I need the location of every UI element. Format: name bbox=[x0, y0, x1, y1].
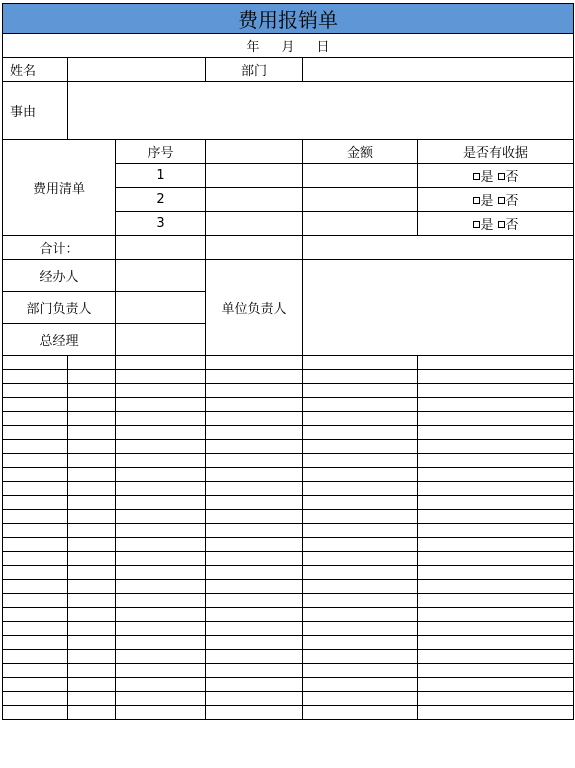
seq-header: 序号 bbox=[116, 140, 206, 164]
receipt-yes-checkbox[interactable] bbox=[473, 173, 480, 180]
blank-cell[interactable] bbox=[3, 608, 68, 622]
blank-cell[interactable] bbox=[68, 706, 116, 720]
receipt-no-checkbox[interactable] bbox=[498, 197, 505, 204]
blank-grid-row bbox=[3, 552, 574, 566]
blank-grid-row bbox=[3, 650, 574, 664]
blank-cell[interactable] bbox=[303, 440, 418, 454]
receipt-cell bbox=[418, 188, 574, 212]
blank-cell[interactable] bbox=[418, 370, 574, 384]
receipt-cell bbox=[418, 164, 574, 188]
blank-cell[interactable] bbox=[206, 552, 303, 566]
blank-cell[interactable] bbox=[206, 440, 303, 454]
total-cell[interactable] bbox=[116, 236, 206, 260]
blank-grid-row bbox=[3, 412, 574, 426]
blank-cell[interactable] bbox=[116, 692, 206, 706]
blank-cell[interactable] bbox=[303, 650, 418, 664]
blank-cell[interactable] bbox=[116, 412, 206, 426]
blank-cell[interactable] bbox=[3, 538, 68, 552]
general-manager-signature-field[interactable] bbox=[116, 324, 206, 356]
unit-head-signature-field[interactable] bbox=[303, 260, 574, 356]
blank-grid-row bbox=[3, 510, 574, 524]
blank-cell[interactable] bbox=[116, 440, 206, 454]
blank-cell[interactable] bbox=[116, 370, 206, 384]
blank-grid-row bbox=[3, 678, 574, 692]
receipt-cell bbox=[418, 212, 574, 236]
blank-cell[interactable] bbox=[3, 580, 68, 594]
blank-cell[interactable] bbox=[68, 636, 116, 650]
blank-cell[interactable] bbox=[116, 496, 206, 510]
blank-cell[interactable] bbox=[116, 384, 206, 398]
blank-cell[interactable] bbox=[303, 412, 418, 426]
blank-cell[interactable] bbox=[418, 706, 574, 720]
blank-cell[interactable] bbox=[68, 356, 116, 370]
blank-cell[interactable] bbox=[418, 622, 574, 636]
receipt-no-checkbox[interactable] bbox=[498, 173, 505, 180]
blank-cell[interactable] bbox=[418, 412, 574, 426]
blank-cell[interactable] bbox=[3, 426, 68, 440]
blank-cell[interactable] bbox=[418, 566, 574, 580]
blank-cell[interactable] bbox=[206, 594, 303, 608]
blank-cell[interactable] bbox=[116, 622, 206, 636]
blank-cell[interactable] bbox=[3, 552, 68, 566]
blank-cell[interactable] bbox=[68, 384, 116, 398]
blank-cell[interactable] bbox=[206, 678, 303, 692]
blank-cell[interactable] bbox=[206, 510, 303, 524]
blank-grid-row bbox=[3, 538, 574, 552]
seq-cell: 1 bbox=[116, 164, 206, 188]
blank-grid-row bbox=[3, 496, 574, 510]
blank-grid-row bbox=[3, 440, 574, 454]
blank-cell[interactable] bbox=[3, 356, 68, 370]
blank-cell[interactable] bbox=[303, 370, 418, 384]
reason-label: 事由 bbox=[3, 82, 68, 140]
blank-cell[interactable] bbox=[418, 636, 574, 650]
blank-grid-row bbox=[3, 454, 574, 468]
reason-field[interactable] bbox=[68, 82, 574, 140]
blank-grid-row bbox=[3, 370, 574, 384]
blank-cell[interactable] bbox=[68, 482, 116, 496]
blank-cell[interactable] bbox=[418, 538, 574, 552]
blank-cell[interactable] bbox=[3, 636, 68, 650]
receipt-yes-checkbox[interactable] bbox=[473, 221, 480, 228]
blank-cell[interactable] bbox=[116, 482, 206, 496]
blank-cell[interactable] bbox=[3, 650, 68, 664]
blank-cell[interactable] bbox=[68, 412, 116, 426]
blank-cell[interactable] bbox=[116, 594, 206, 608]
blank-cell[interactable] bbox=[116, 356, 206, 370]
blank-grid-row bbox=[3, 482, 574, 496]
blank-cell[interactable] bbox=[303, 594, 418, 608]
blank-grid-row bbox=[3, 636, 574, 650]
blank-cell[interactable] bbox=[303, 692, 418, 706]
blank-grid-row bbox=[3, 664, 574, 678]
handler-signature-field[interactable] bbox=[116, 260, 206, 292]
expense-reimbursement-form bbox=[2, 3, 573, 720]
blank-cell[interactable] bbox=[68, 580, 116, 594]
month-label: 月 bbox=[281, 40, 295, 55]
blank-grid-row bbox=[3, 692, 574, 706]
blank-cell[interactable] bbox=[206, 566, 303, 580]
blank-cell[interactable] bbox=[303, 496, 418, 510]
receipt-yes-label: 是 bbox=[480, 218, 494, 233]
total-label: 合计： bbox=[3, 236, 116, 260]
blank-cell[interactable] bbox=[418, 482, 574, 496]
blank-cell[interactable] bbox=[206, 636, 303, 650]
blank-cell[interactable] bbox=[206, 650, 303, 664]
blank-cell[interactable] bbox=[3, 664, 68, 678]
blank-cell[interactable] bbox=[68, 538, 116, 552]
blank-cell[interactable] bbox=[3, 412, 68, 426]
blank-cell[interactable] bbox=[68, 552, 116, 566]
blank-cell[interactable] bbox=[3, 692, 68, 706]
item-cell[interactable] bbox=[206, 188, 303, 212]
blank-cell[interactable] bbox=[303, 426, 418, 440]
blank-cell[interactable] bbox=[418, 468, 574, 482]
blank-cell[interactable] bbox=[116, 608, 206, 622]
blank-grid-row bbox=[3, 524, 574, 538]
blank-grid-row bbox=[3, 622, 574, 636]
blank-cell[interactable] bbox=[303, 524, 418, 538]
amount-cell[interactable] bbox=[303, 188, 418, 212]
general-manager-label: 总经理 bbox=[3, 324, 116, 356]
amount-cell[interactable] bbox=[303, 212, 418, 236]
blank-cell[interactable] bbox=[206, 692, 303, 706]
blank-cell[interactable] bbox=[418, 580, 574, 594]
receipt-yes-label: 是 bbox=[480, 170, 494, 185]
blank-cell[interactable] bbox=[418, 524, 574, 538]
blank-cell[interactable] bbox=[206, 524, 303, 538]
blank-cell[interactable] bbox=[206, 370, 303, 384]
expense-list-label: 费用清单 bbox=[3, 140, 116, 236]
name-field[interactable] bbox=[68, 58, 206, 82]
blank-cell[interactable] bbox=[3, 524, 68, 538]
blank-cell[interactable] bbox=[3, 454, 68, 468]
blank-grid-row bbox=[3, 356, 574, 370]
date-line[interactable] bbox=[3, 34, 574, 58]
blank-cell[interactable] bbox=[206, 664, 303, 678]
form-title: 费用报销单 bbox=[3, 4, 574, 34]
blank-cell[interactable] bbox=[418, 608, 574, 622]
blank-cell[interactable] bbox=[68, 370, 116, 384]
blank-cell[interactable] bbox=[116, 398, 206, 412]
blank-cell[interactable] bbox=[418, 594, 574, 608]
blank-cell[interactable] bbox=[303, 356, 418, 370]
blank-cell[interactable] bbox=[68, 454, 116, 468]
blank-cell[interactable] bbox=[206, 496, 303, 510]
blank-grid-row bbox=[3, 398, 574, 412]
blank-cell[interactable] bbox=[3, 622, 68, 636]
blank-cell[interactable] bbox=[68, 440, 116, 454]
blank-cell[interactable] bbox=[418, 552, 574, 566]
blank-cell[interactable] bbox=[116, 566, 206, 580]
blank-cell[interactable] bbox=[303, 454, 418, 468]
name-label: 姓名 bbox=[3, 58, 68, 82]
blank-cell[interactable] bbox=[116, 538, 206, 552]
seq-cell: 3 bbox=[116, 212, 206, 236]
blank-cell[interactable] bbox=[206, 580, 303, 594]
blank-cell[interactable] bbox=[3, 706, 68, 720]
blank-cell[interactable] bbox=[3, 384, 68, 398]
blank-cell[interactable] bbox=[116, 706, 206, 720]
blank-cell[interactable] bbox=[116, 678, 206, 692]
blank-cell[interactable] bbox=[68, 664, 116, 678]
dept-head-label: 部门负责人 bbox=[3, 292, 116, 324]
amount-cell[interactable] bbox=[303, 164, 418, 188]
blank-cell[interactable] bbox=[303, 398, 418, 412]
blank-cell[interactable] bbox=[3, 370, 68, 384]
blank-cell[interactable] bbox=[418, 496, 574, 510]
blank-grid-row bbox=[3, 594, 574, 608]
blank-cell[interactable] bbox=[418, 440, 574, 454]
year-label: 年 bbox=[246, 40, 260, 55]
blank-cell[interactable] bbox=[206, 384, 303, 398]
item-header bbox=[206, 140, 303, 164]
department-field[interactable] bbox=[303, 58, 574, 82]
receipt-no-label: 否 bbox=[505, 218, 519, 233]
receipt-no-label: 否 bbox=[505, 194, 519, 209]
blank-cell[interactable] bbox=[3, 482, 68, 496]
blank-cell[interactable] bbox=[303, 580, 418, 594]
blank-cell[interactable] bbox=[206, 706, 303, 720]
item-cell[interactable] bbox=[206, 164, 303, 188]
unit-head-label: 单位负责人 bbox=[206, 260, 303, 356]
blank-cell[interactable] bbox=[3, 678, 68, 692]
blank-grid-row bbox=[3, 566, 574, 580]
form-table bbox=[2, 3, 574, 720]
blank-cell[interactable] bbox=[206, 482, 303, 496]
blank-cell[interactable] bbox=[68, 692, 116, 706]
blank-cell[interactable] bbox=[116, 524, 206, 538]
blank-cell[interactable] bbox=[116, 552, 206, 566]
blank-cell[interactable] bbox=[68, 468, 116, 482]
receipt-yes-label: 是 bbox=[480, 194, 494, 209]
blank-cell[interactable] bbox=[303, 552, 418, 566]
blank-cell[interactable] bbox=[3, 496, 68, 510]
receipt-no-label: 否 bbox=[505, 170, 519, 185]
blank-cell[interactable] bbox=[303, 636, 418, 650]
blank-cell[interactable] bbox=[68, 426, 116, 440]
blank-cell[interactable] bbox=[303, 622, 418, 636]
blank-cell[interactable] bbox=[418, 384, 574, 398]
blank-cell[interactable] bbox=[3, 398, 68, 412]
blank-cell[interactable] bbox=[303, 706, 418, 720]
day-label: 日 bbox=[316, 40, 330, 55]
blank-cell[interactable] bbox=[68, 594, 116, 608]
blank-cell[interactable] bbox=[3, 594, 68, 608]
blank-grid-row bbox=[3, 608, 574, 622]
blank-grid-row bbox=[3, 384, 574, 398]
blank-grid-row bbox=[3, 706, 574, 720]
receipt-yes-checkbox[interactable] bbox=[473, 197, 480, 204]
blank-cell[interactable] bbox=[206, 454, 303, 468]
blank-cell[interactable] bbox=[418, 664, 574, 678]
blank-cell[interactable] bbox=[3, 440, 68, 454]
blank-cell[interactable] bbox=[418, 678, 574, 692]
blank-cell[interactable] bbox=[418, 650, 574, 664]
blank-cell[interactable] bbox=[418, 454, 574, 468]
blank-cell[interactable] bbox=[418, 398, 574, 412]
blank-cell[interactable] bbox=[303, 566, 418, 580]
blank-grid-row bbox=[3, 580, 574, 594]
receipt-no-checkbox[interactable] bbox=[498, 221, 505, 228]
amount-header: 金额 bbox=[303, 140, 418, 164]
blank-cell[interactable] bbox=[206, 622, 303, 636]
dept-head-signature-field[interactable] bbox=[116, 292, 206, 324]
seq-cell: 2 bbox=[116, 188, 206, 212]
blank-cell[interactable] bbox=[68, 496, 116, 510]
blank-cell[interactable] bbox=[418, 426, 574, 440]
blank-cell[interactable] bbox=[68, 608, 116, 622]
blank-cell[interactable] bbox=[206, 538, 303, 552]
blank-cell[interactable] bbox=[206, 412, 303, 426]
blank-cell[interactable] bbox=[418, 356, 574, 370]
blank-cell[interactable] bbox=[68, 398, 116, 412]
handler-label: 经办人 bbox=[3, 260, 116, 292]
blank-cell[interactable] bbox=[116, 468, 206, 482]
blank-cell[interactable] bbox=[206, 398, 303, 412]
blank-cell[interactable] bbox=[206, 468, 303, 482]
blank-cell[interactable] bbox=[418, 510, 574, 524]
blank-cell[interactable] bbox=[68, 566, 116, 580]
blank-cell[interactable] bbox=[116, 510, 206, 524]
blank-cell[interactable] bbox=[303, 510, 418, 524]
blank-cell[interactable] bbox=[116, 426, 206, 440]
blank-cell[interactable] bbox=[68, 650, 116, 664]
blank-cell[interactable] bbox=[68, 510, 116, 524]
blank-grid-row bbox=[3, 468, 574, 482]
department-label: 部门 bbox=[206, 58, 303, 82]
blank-cell[interactable] bbox=[68, 622, 116, 636]
blank-cell[interactable] bbox=[303, 664, 418, 678]
blank-cell[interactable] bbox=[68, 678, 116, 692]
blank-cell[interactable] bbox=[116, 454, 206, 468]
item-cell[interactable] bbox=[206, 212, 303, 236]
blank-cell[interactable] bbox=[303, 482, 418, 496]
blank-cell[interactable] bbox=[303, 468, 418, 482]
total-amount-field[interactable] bbox=[303, 236, 574, 260]
blank-cell[interactable] bbox=[3, 468, 68, 482]
receipt-header: 是否有收据 bbox=[418, 140, 574, 164]
blank-cell[interactable] bbox=[3, 566, 68, 580]
blank-grid-row bbox=[3, 426, 574, 440]
blank-cell[interactable] bbox=[418, 692, 574, 706]
blank-cell[interactable] bbox=[206, 426, 303, 440]
blank-cell[interactable] bbox=[303, 384, 418, 398]
blank-cell[interactable] bbox=[303, 678, 418, 692]
blank-cell[interactable] bbox=[116, 580, 206, 594]
blank-cell[interactable] bbox=[116, 650, 206, 664]
blank-cell[interactable] bbox=[206, 356, 303, 370]
blank-cell[interactable] bbox=[68, 524, 116, 538]
blank-cell[interactable] bbox=[116, 636, 206, 650]
blank-cell[interactable] bbox=[116, 664, 206, 678]
blank-cell[interactable] bbox=[3, 510, 68, 524]
blank-cell[interactable] bbox=[303, 538, 418, 552]
blank-cell[interactable] bbox=[206, 608, 303, 622]
total-cell-2[interactable] bbox=[206, 236, 303, 260]
blank-cell[interactable] bbox=[303, 608, 418, 622]
